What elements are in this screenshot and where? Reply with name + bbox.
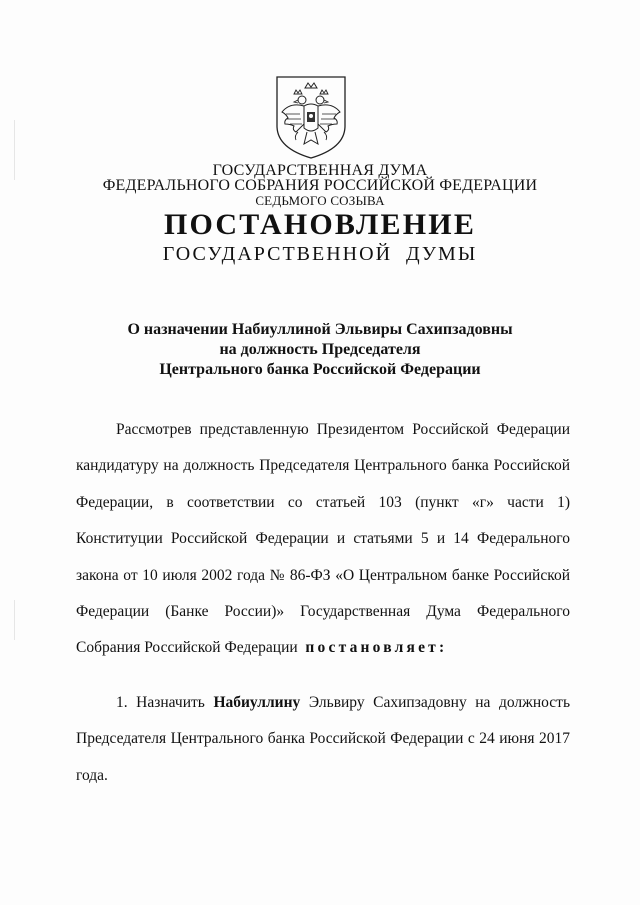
subject-line-3: Центрального банка Российской Федерации [159,361,481,378]
resolves-word: постановляет: [305,639,448,657]
subject-line-2: на должность Председателя [219,341,421,358]
russian-coat-of-arms-icon [274,74,348,160]
document-subtitle: ГОСУДАРСТВЕННОЙ ДУМЫ [162,243,478,265]
item1-name: Набиуллину [213,694,301,711]
document-title: ПОСТАНОВЛЕНИЕ [163,208,477,241]
resolution-item-1 [76,685,570,794]
scan-mark [14,600,15,640]
item1-prefix: 1. Назначить [116,694,205,711]
preamble-paragraph [76,412,570,667]
preamble-text: Рассмотрев представленную Президентом Российской Федерации кандидатуру на должность Председателя Центрального банка Российской Федерации, в соответствии со статьей 103 (пункт «г» части 1) Конституции Российской Федерации и статьями 5 и 14 Федерального закона от 10 июля 2002 года № 86-ФЗ «О Центральном банке Российской Федерации (Банке России)» Государственная Дума Федерального Собрания Российской Федерации [76,421,570,657]
header-convocation: СЕДЬМОГО СОЗЫВА [255,193,385,208]
item1-rest: Эльвиру Сахипзадовну на должность Председателя Центрального банка Российской Федерации с 24 июня 2017 года. [76,694,571,784]
header-duma: ГОСУДАРСТВЕННАЯ ДУМА [212,162,428,179]
subject-line-1: О назначении Набиуллиной Эльвиры Сахипзадовны [127,321,513,338]
header-federal-assembly: ФЕДЕРАЛЬНОГО СОБРАНИЯ РОССИЙСКОЙ ФЕДЕРАЦИИ [102,177,538,194]
